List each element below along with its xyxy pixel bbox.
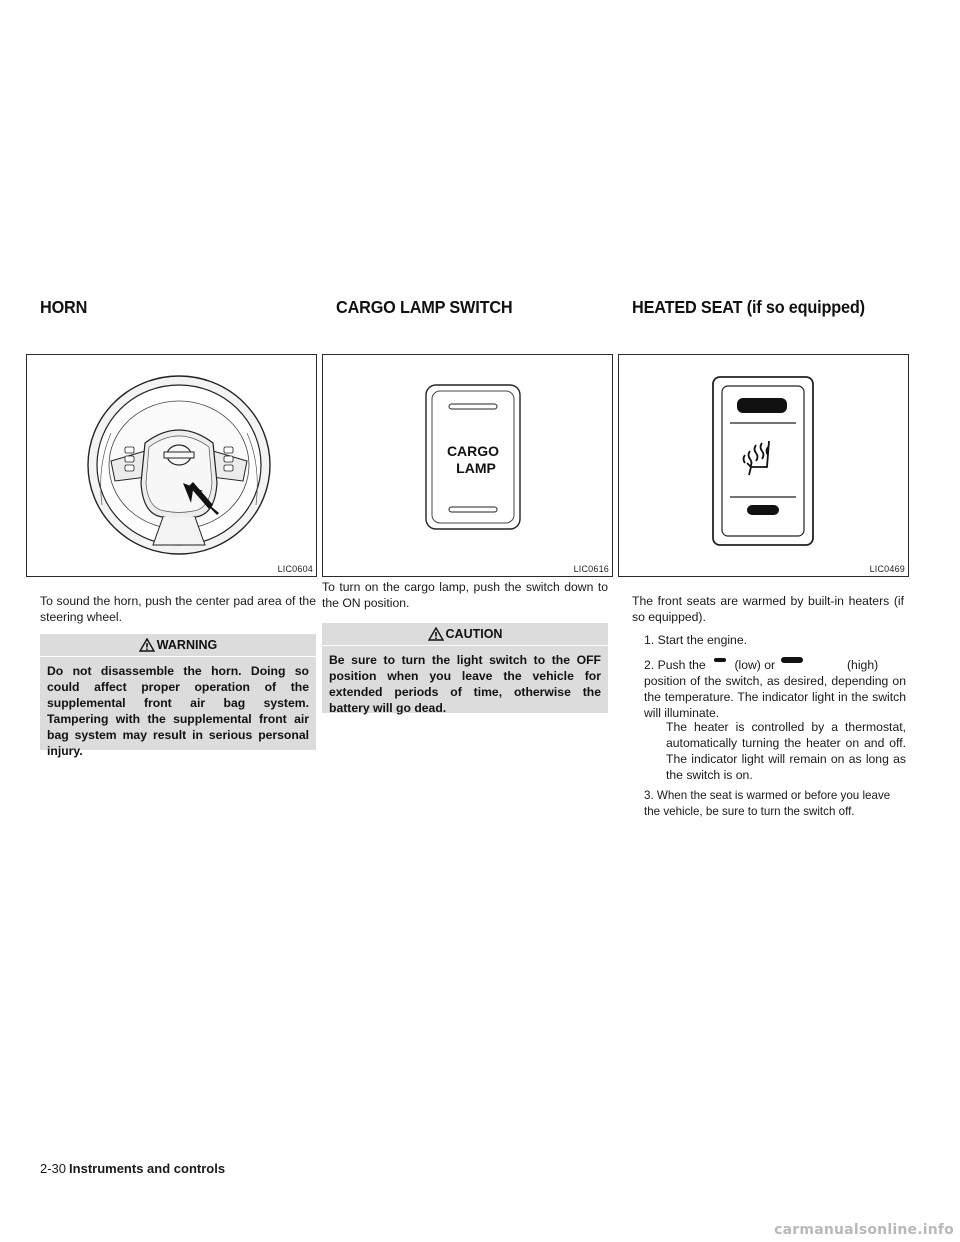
step-2-text-pre: Push the (657, 658, 706, 672)
step-2-text-mid: (low) or (734, 658, 776, 672)
warning-triangle-icon (139, 638, 155, 652)
warning-box (40, 634, 316, 758)
warning-text: Do not disassemble the horn. Doing so could affect proper operation of the supplemental front air bag system. Tampering with the supplemental front air bag system may result in serious personal injury. (47, 664, 309, 758)
figure-code: LIC0604 (277, 564, 313, 574)
heated-seat-paragraph: The front seats are warmed by built-in heaters (if so equipped). (632, 594, 904, 624)
figure-cargo-lamp-switch (322, 354, 613, 577)
figure-code: LIC0616 (573, 564, 609, 574)
cargo-label-line2: LAMP (456, 460, 496, 476)
warning-triangle-icon (428, 627, 444, 641)
watermark: carmanualsonline.info (774, 1222, 954, 1238)
warning-title: WARNING (156, 638, 218, 652)
step-2-continuation (644, 657, 906, 721)
warning-header (40, 634, 316, 657)
steering-wheel-illustration (27, 355, 318, 578)
figure-heated-seat-switch (618, 354, 909, 577)
figure-code: LIC0469 (869, 564, 905, 574)
heated-seat-switch-illustration (619, 355, 910, 578)
step-2-text-post: (high) position of the switch, as desired, depending on the temperature. The indicator light in the switch will illuminate. (644, 658, 906, 720)
step-1-number: 1. (644, 633, 655, 647)
cargo-paragraph: To turn on the cargo lamp, push the switch down to the ON position. (322, 580, 608, 610)
caution-text: Be sure to turn the light switch to the OFF position when you leave the vehicle for extended periods of time, otherwise the battery will go dead. (329, 653, 601, 715)
cargo-label-line1: CARGO (446, 443, 500, 459)
step-3 (644, 788, 906, 820)
caution-title: CAUTION (445, 627, 503, 641)
heading-cargo-lamp-switch: CARGO LAMP SWITCH (336, 297, 513, 317)
horn-paragraph: To sound the horn, push the center pad area of the steering wheel. (40, 594, 316, 624)
footer-section-title: Instruments and controls (69, 1161, 226, 1176)
caution-box (322, 623, 608, 713)
step-3-number: 3. (644, 789, 654, 802)
step-1-text: Start the engine. (657, 633, 747, 647)
page-footer (40, 1161, 225, 1176)
cargo-lamp-label (426, 443, 520, 477)
step-1 (644, 632, 747, 648)
caution-header (322, 623, 608, 646)
heading-horn: HORN (40, 297, 88, 317)
step-2-number: 2. (644, 658, 655, 672)
figure-steering-wheel (26, 354, 317, 577)
step-3-text: When the seat is warmed or before you leave the vehicle, be sure to turn the switch off. (644, 789, 891, 818)
heading-heated-seat: HEATED SEAT (if so equipped) (632, 297, 865, 317)
thermostat-paragraph: The heater is controlled by a thermostat, automatically turning the heater on and off. The indicator light will remain on as long as the switch is on. (666, 720, 906, 782)
page-number: 2-30 (40, 1161, 67, 1176)
